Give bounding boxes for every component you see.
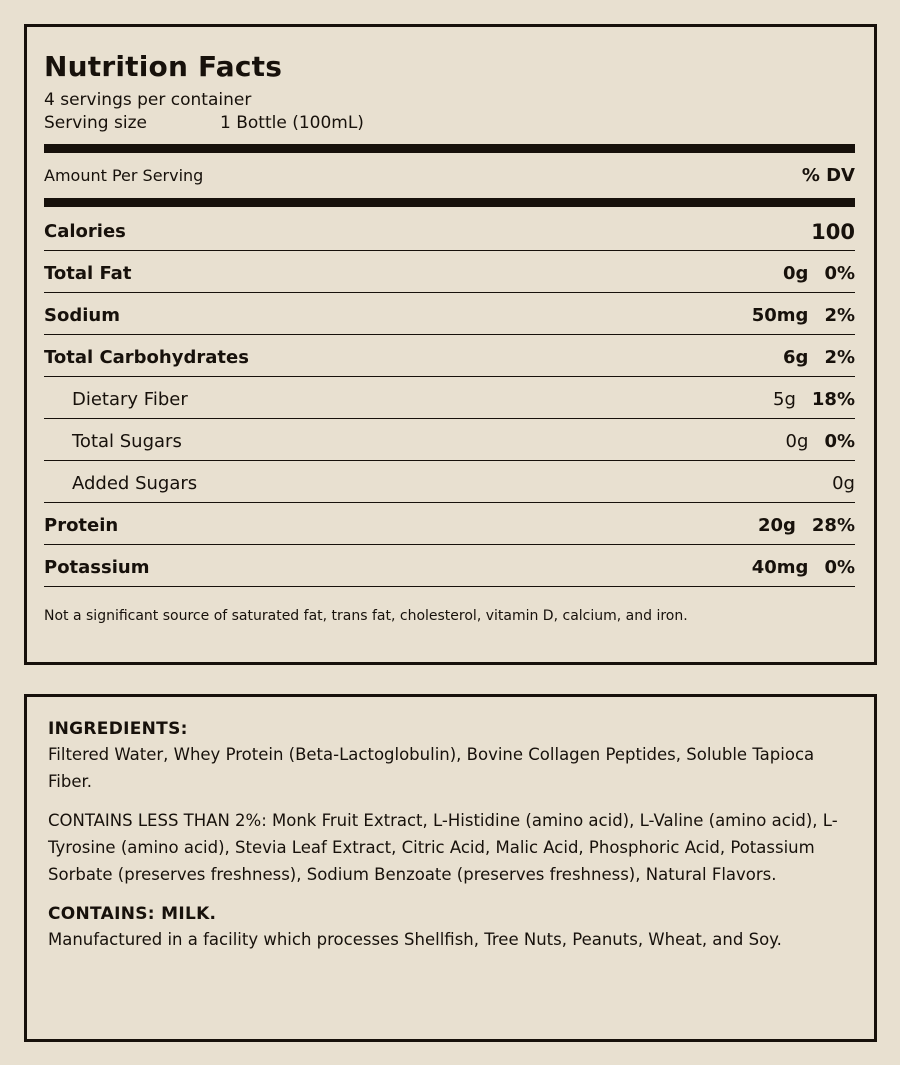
serving-size <box>44 111 855 135</box>
nutrition-facts-panel <box>24 24 877 665</box>
nutrient-dv: 2% <box>824 347 855 368</box>
nutrient-name: Protein <box>44 515 119 536</box>
ingredients-text: Filtered Water, Whey Protein (Beta-Lactoglobulin), Bovine Collagen Peptides, Soluble Tapioca Fiber. <box>48 745 815 791</box>
nutrient-name: Added Sugars <box>72 473 198 494</box>
nutrient-amount: 0g <box>783 263 809 284</box>
nutrient-dv: 0% <box>824 431 855 452</box>
nutrient-dv: 2% <box>824 305 855 326</box>
nutrient-name: Total Carbohydrates <box>44 347 249 368</box>
contains-heading: CONTAINS: MILK. <box>48 904 217 924</box>
nutrient-dv: 0% <box>824 263 855 284</box>
nutrient-row-total-sugars <box>44 419 855 461</box>
nutrient-dv: 0% <box>824 557 855 578</box>
nutrient-amount: 0g <box>785 431 809 452</box>
serving-size-label: Serving size <box>44 113 147 133</box>
facility-statement: Manufactured in a facility which processes Shellfish, Tree Nuts, Peanuts, Wheat, and Soy. <box>48 930 782 949</box>
nutrient-row-potassium <box>44 545 855 587</box>
amount-per-serving-label: Amount Per Serving <box>44 166 204 185</box>
nutrient-row-total-fat <box>44 251 855 293</box>
nutrient-name: Sodium <box>44 305 120 326</box>
serving-size-value: 1 Bottle (100mL) <box>220 113 364 133</box>
nutrient-amount: 20g <box>757 515 796 536</box>
nutrient-row-sodium <box>44 293 855 335</box>
nutrient-name: Potassium <box>44 557 150 578</box>
nutrient-row-calories <box>44 209 855 251</box>
nutrient-amount: 0g <box>832 473 855 494</box>
ingredients-panel <box>24 694 877 1042</box>
dv-header: % DV <box>801 165 855 186</box>
nutrient-row-total-carbohydrates <box>44 335 855 377</box>
nutrient-amount: 100 <box>811 219 855 244</box>
thick-divider <box>44 144 855 153</box>
nutrient-dv: 18% <box>811 389 855 410</box>
nutrient-dv: 28% <box>811 515 855 536</box>
nutrient-amount: 5g <box>773 389 796 410</box>
nutrition-title: Nutrition Facts <box>44 50 283 83</box>
nutrient-name: Dietary Fiber <box>72 389 188 410</box>
nutrient-name: Total Fat <box>44 263 132 284</box>
servings-per-container: 4 servings per container <box>44 90 252 110</box>
nutrient-rows <box>44 209 855 587</box>
thick-divider <box>44 198 855 207</box>
nutrient-row-dietary-fiber <box>44 377 855 419</box>
nutrient-amount: 40mg <box>751 557 809 578</box>
ingredients-less-than: CONTAINS LESS THAN 2%: Monk Fruit Extract, L-Histidine (amino acid), L-Valine (amino acid), L-Tyrosine (amino acid), Stevia Leaf Extract, Citric Acid, Malic Acid, Phosphoric Acid, Potassium Sorbate (preserves freshness), Sodium Benzoate (preserves freshness), Natural Flavors. <box>48 811 838 884</box>
nutrient-row-added-sugars <box>44 461 855 503</box>
nutrient-amount: 6g <box>783 347 809 368</box>
nutrient-name: Total Sugars <box>72 431 182 452</box>
nutrition-footnote: Not a significant source of saturated fat, trans fat, cholesterol, vitamin D, calcium, and iron. <box>44 608 688 624</box>
nutrient-amount: 50mg <box>751 305 809 326</box>
nutrient-row-protein <box>44 503 855 545</box>
amount-per-serving-row <box>44 153 855 198</box>
ingredients-heading: INGREDIENTS: <box>48 719 188 739</box>
nutrient-name: Calories <box>44 221 126 242</box>
